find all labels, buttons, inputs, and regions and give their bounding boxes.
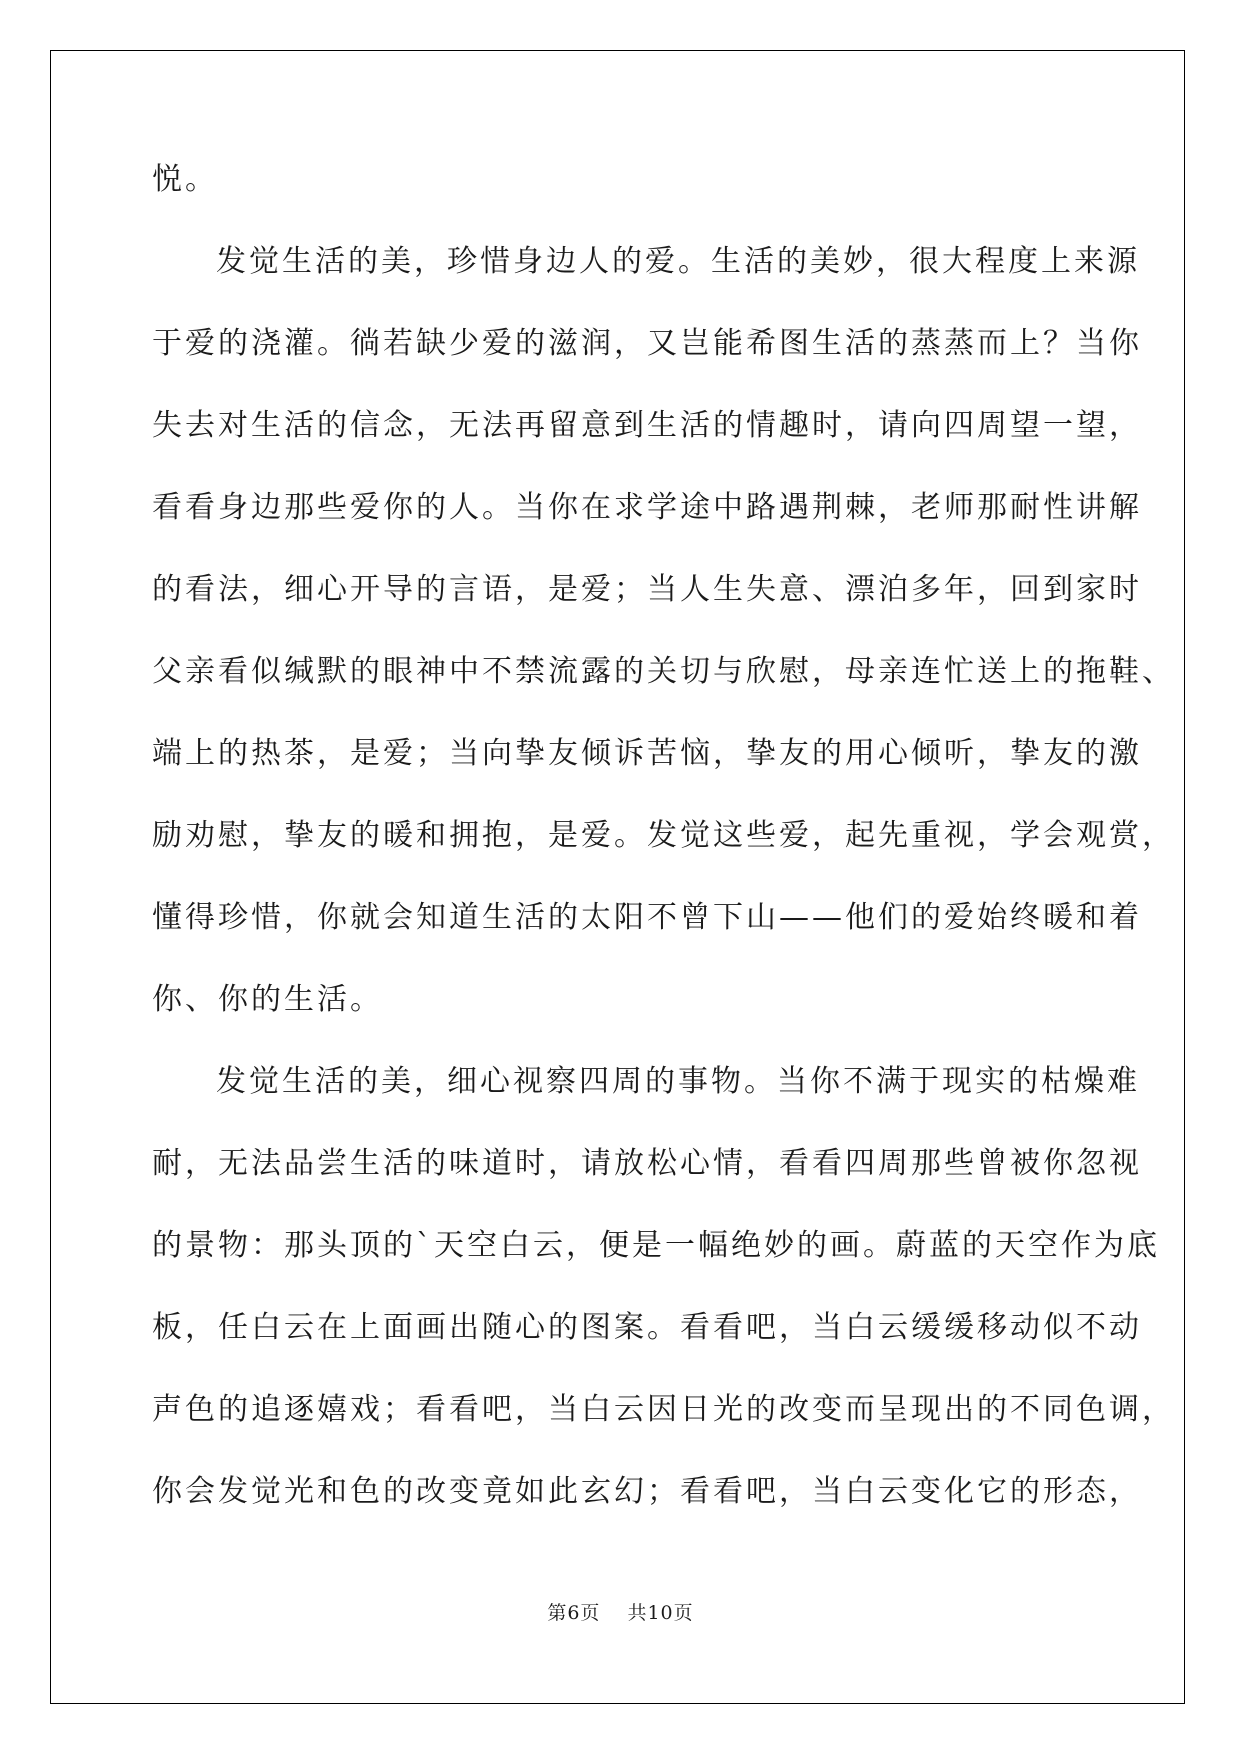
page-number-total: 共10页: [627, 1602, 694, 1624]
text-line: 发觉生活的美，细心视察四周的事物。当你不满于现实的枯燥难: [216, 1064, 1140, 1099]
page-footer: [0, 1598, 1241, 1625]
text-line: 你会发觉光和色的改变竟如此玄幻；看看吧，当白云变化它的形态，: [152, 1474, 1142, 1509]
text-line: 悦。: [152, 162, 218, 197]
text-line: 于爱的浇灌。徜若缺少爱的滋润，又岂能希图生活的蒸蒸而上？当你: [152, 326, 1142, 361]
text-line: 声色的追逐嬉戏；看看吧，当白云因日光的改变而呈现出的不同色调，: [152, 1392, 1175, 1427]
text-line: 失去对生活的信念，无法再留意到生活的情趣时，请向四周望一望，: [152, 408, 1142, 443]
text-line: 看看身边那些爱你的人。当你在求学途中路遇荆棘，老师那耐性讲解: [152, 490, 1142, 525]
document-body: [152, 162, 1175, 1556]
text-line: 发觉生活的美，珍惜身边人的爱。生活的美妙，很大程度上来源: [216, 244, 1140, 279]
text-line: 你、你的生活。: [152, 982, 383, 1017]
text-line: 的看法，细心开导的言语，是爱；当人生失意、漂泊多年，回到家时: [152, 572, 1142, 607]
text-line: 励劝慰，挚友的暖和拥抱，是爱。发觉这些爱，起先重视，学会观赏，: [152, 818, 1175, 853]
text-line: 的景物：那头顶的`天空白云，便是一幅绝妙的画。蔚蓝的天空作为底: [152, 1228, 1160, 1263]
text-line: 耐，无法品尝生活的味道时，请放松心情，看看四周那些曾被你忽视: [152, 1146, 1142, 1181]
text-line: 父亲看似缄默的眼神中不禁流露的关切与欣慰，母亲连忙送上的拖鞋、: [152, 654, 1175, 689]
page-number-current: 第6页: [547, 1602, 601, 1624]
text-line: 懂得珍惜，你就会知道生活的太阳不曾下山——他们的爱始终暖和着: [152, 900, 1142, 935]
text-line: 端上的热茶，是爱；当向挚友倾诉苦恼，挚友的用心倾听，挚友的激: [152, 736, 1142, 771]
text-line: 板，任白云在上面画出随心的图案。看看吧，当白云缓缓移动似不动: [152, 1310, 1142, 1345]
